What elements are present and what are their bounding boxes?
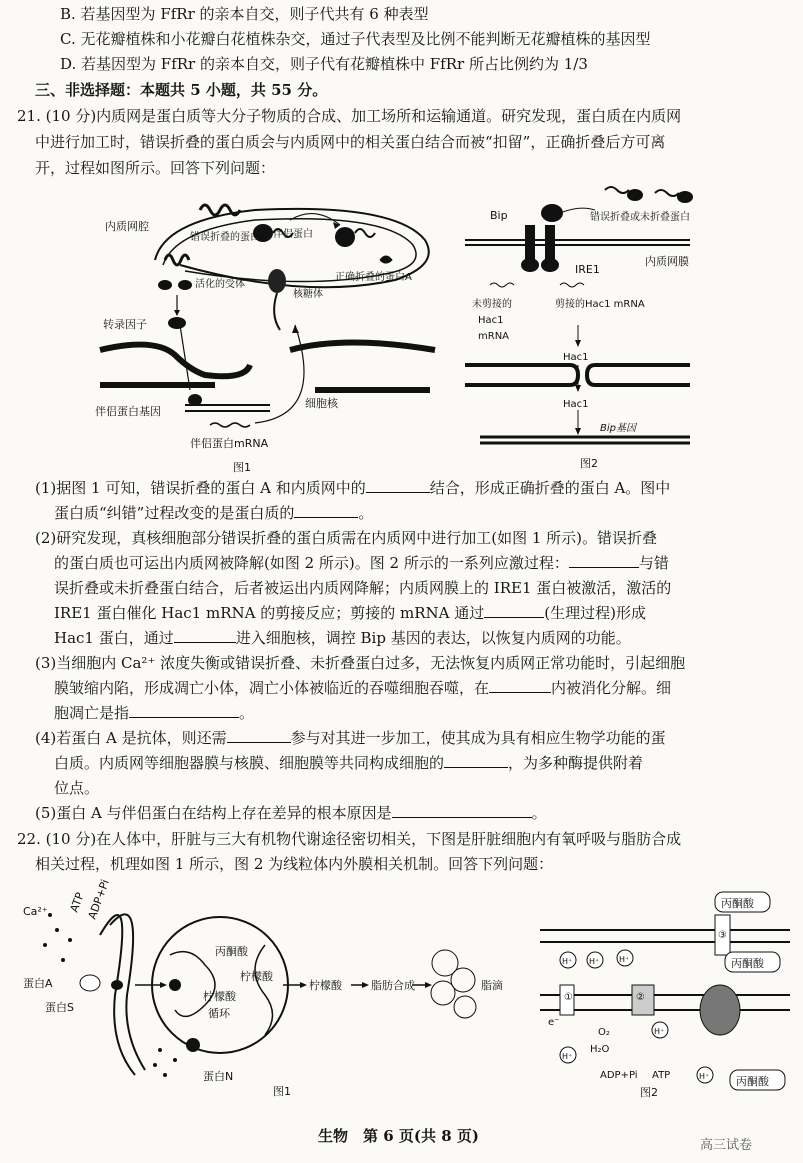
label-fat-synth: 脂肪合成: [371, 979, 415, 992]
label-h-6: H⁺: [699, 1072, 710, 1081]
label-h-5: H⁺: [654, 1027, 665, 1036]
label-cycle-1: 柠檬酸: [203, 990, 236, 1003]
label-mrna: 伴侣蛋白mRNA: [190, 437, 269, 450]
label-bip-gene: Bip基因: [600, 423, 636, 434]
q21-intro-line2: 中进行加工时，错误折叠的蛋白质会与内质网中的相关蛋白结合而被“扣留”，正确折叠后方可离: [35, 133, 666, 151]
label-er-lumen: 内质网腔: [105, 220, 149, 233]
q22-intro-line2: 相关过程，机理如图 1 所示，图 2 为线粒体内外膜相关机制。回答下列问题：: [35, 855, 554, 873]
label-er-membrane: 内质网膜: [645, 255, 689, 268]
label-h2o: H₂O: [590, 1044, 610, 1055]
answer-blank[interactable]: [227, 728, 291, 743]
q21-sub3-line3: 胞凋亡是指 。: [54, 704, 255, 722]
label-o2: O₂: [598, 1027, 610, 1038]
label-tf: 转录因子: [103, 318, 147, 331]
label-chaperone: 伴侣蛋白: [273, 229, 313, 240]
label-citrate-in: 柠檬酸: [240, 970, 273, 983]
answer-blank[interactable]: [174, 628, 236, 643]
label-atp: ATP: [67, 890, 87, 915]
label-unspliced: 未剪接的: [472, 299, 512, 310]
label-h-3: H⁺: [619, 955, 630, 964]
q21-sub2-line5: Hac1 蛋白，通过 进入细胞核，调控 Bip 基因的表达，以恢复内质网的功能。: [54, 629, 631, 647]
label-adp: ADP+Pi: [85, 877, 112, 922]
label-gene: 伴侣蛋白基因: [95, 405, 161, 418]
label-cycle-2: 循环: [208, 1007, 230, 1020]
q22-figure-2: [540, 890, 790, 1100]
label-spliced: 剪接的Hac1 mRNA: [555, 299, 645, 310]
answer-blank[interactable]: [392, 803, 532, 818]
q21-sub1-line1: (1)据图 1 可知，错误折叠的蛋白 A 和内质网中的 结合，形成正确折叠的蛋白 A。图中: [35, 479, 671, 497]
label-unspliced-hac1: Hac1: [478, 315, 504, 326]
label-num-2: ②: [636, 992, 645, 1003]
label-correct-a: 正确折叠的蛋白A: [335, 272, 412, 283]
q21-sub1-line2: 蛋白质“纠错”过程改变的是蛋白质的 。: [54, 504, 374, 522]
label-h-1: H⁺: [562, 957, 573, 966]
q21-sub2-line4: IRE1 蛋白催化 Hac1 mRNA 的剪接反应；剪接的 mRNA 通过 (生理过程)形成: [54, 604, 646, 622]
answer-blank[interactable]: [444, 753, 508, 768]
page-footer: 生物 第 6 页(共 8 页): [318, 1127, 479, 1145]
q21-sub3-line1: (3)当细胞内 Ca²⁺ 浓度失衡或错误折叠、未折叠蛋白过多，无法恢复内质网正常功能时，引起细胞: [35, 654, 686, 672]
label-num-3: ③: [718, 930, 727, 941]
label-protein-a: 蛋白A: [23, 977, 53, 990]
q21-sub4-line2: 白质。内质网等细胞器膜与核膜、细胞膜等共同构成细胞的 ，为多种酶提供附着: [54, 754, 644, 772]
label-droplet: 脂滴: [481, 979, 503, 992]
label-num-1: ①: [564, 992, 573, 1003]
watermark: 高三试卷: [700, 1138, 753, 1153]
label-atp: ATP: [652, 1070, 671, 1081]
q21-sub2-line3: 误折叠或未折叠蛋白结合，后者被运出内质网降解；内质网膜上的 IRE1 蛋白被激活，激活的: [54, 579, 672, 597]
q21-figure-2: [460, 185, 725, 475]
option-b: B. 若基因型为 FfRr 的亲本自交，则子代共有 6 种表型: [60, 5, 429, 23]
label-adp: ADP+Pi: [600, 1070, 638, 1081]
label-protein-s: 蛋白S: [45, 1001, 74, 1014]
label-pyr-bot: 丙酮酸: [736, 1075, 769, 1088]
q21-sub2-line1: (2)研究发现，真核细胞部分错误折叠的蛋白质需在内质网中进行加工(如图 1 所示)。错误折叠: [35, 529, 658, 547]
label-hac1-nucleus: Hac1: [563, 399, 589, 410]
q21-sub3-line2: 膜皱缩内陷，形成凋亡小体，凋亡小体被临近的吞噬细胞吞噬，在 内被消化分解。细: [54, 679, 672, 697]
label-pyr-top: 丙酮酸: [721, 897, 754, 910]
option-d: D. 若基因型为 FfRr 的亲本自交，则子代有花瓣植株中 FfRr 所占比例约为 1/3: [60, 55, 588, 73]
label-misfolded-a: 错误折叠的蛋白A: [190, 232, 267, 243]
label-pyr-mid: 丙酮酸: [731, 957, 764, 970]
option-c: C. 无花瓣植株和小花瓣白花植株杂交，通过子代表型及比例不能判断无花瓣植株的基因型: [60, 30, 651, 48]
label-receptor: 活化的受体: [195, 279, 245, 290]
section-heading: 三、非选择题：本题共 5 小题，共 55 分。: [35, 81, 328, 99]
q22-figure-1: [15, 875, 520, 1100]
answer-blank[interactable]: [129, 703, 239, 718]
q22-intro-line1: 22. (10 分)在人体中，肝脏与三大有机物代谢途径密切相关，下图是肝脏细胞内有氧呼吸与脂肪合成: [17, 830, 682, 848]
label-citrate-out: 柠檬酸: [309, 979, 342, 992]
q21-intro-line1: 21. (10 分)内质网是蛋白质等大分子物质的合成、加工场所和运输通道。研究发现，蛋白质在内质网: [17, 107, 682, 125]
q21-figure-1: [95, 185, 440, 475]
answer-blank[interactable]: [569, 553, 639, 568]
label-protein-n: 蛋白N: [203, 1070, 234, 1083]
q21-sub5: (5)蛋白 A 与伴侣蛋白在结构上存在差异的根本原因是 。: [35, 804, 547, 822]
label-hac1-protein: Hac1: [563, 352, 589, 363]
fig-caption: 图1: [233, 461, 251, 474]
fig-caption: 图2: [640, 1086, 658, 1099]
label-bip: Bip: [490, 209, 508, 222]
answer-blank[interactable]: [294, 503, 358, 518]
label-ca: Ca²⁺: [23, 905, 48, 918]
answer-blank[interactable]: [484, 603, 544, 618]
fig-caption: 图1: [273, 1085, 291, 1098]
label-unspliced-mrna: mRNA: [478, 331, 510, 342]
label-ribosome: 核糖体: [293, 289, 323, 300]
q21-intro-line3: 开，过程如图所示。回答下列问题：: [35, 159, 276, 177]
fig-caption: 图2: [580, 457, 598, 470]
q21-sub2-line2: 的蛋白质也可运出内质网被降解(如图 2 所示)。图 2 所示的一系列应激过程： 与错: [54, 554, 669, 572]
label-misfolded: 错误折叠或未折叠蛋白: [590, 212, 690, 223]
answer-blank[interactable]: [366, 478, 430, 493]
q21-sub4-line1: (4)若蛋白 A 是抗体，则还需 参与对其进一步加工，使其成为具有相应生物学功能的蛋: [35, 729, 666, 747]
answer-blank[interactable]: [489, 678, 551, 693]
label-pyruvate: 丙酮酸: [215, 945, 248, 958]
label-nucleus: 细胞核: [305, 397, 338, 410]
label-h-2: H⁺: [589, 957, 600, 966]
label-electron: e⁻: [548, 1017, 560, 1028]
label-ire1: IRE1: [575, 263, 600, 276]
label-h-4: H⁺: [562, 1052, 573, 1061]
q21-sub4-line3: 位点。: [54, 779, 100, 797]
